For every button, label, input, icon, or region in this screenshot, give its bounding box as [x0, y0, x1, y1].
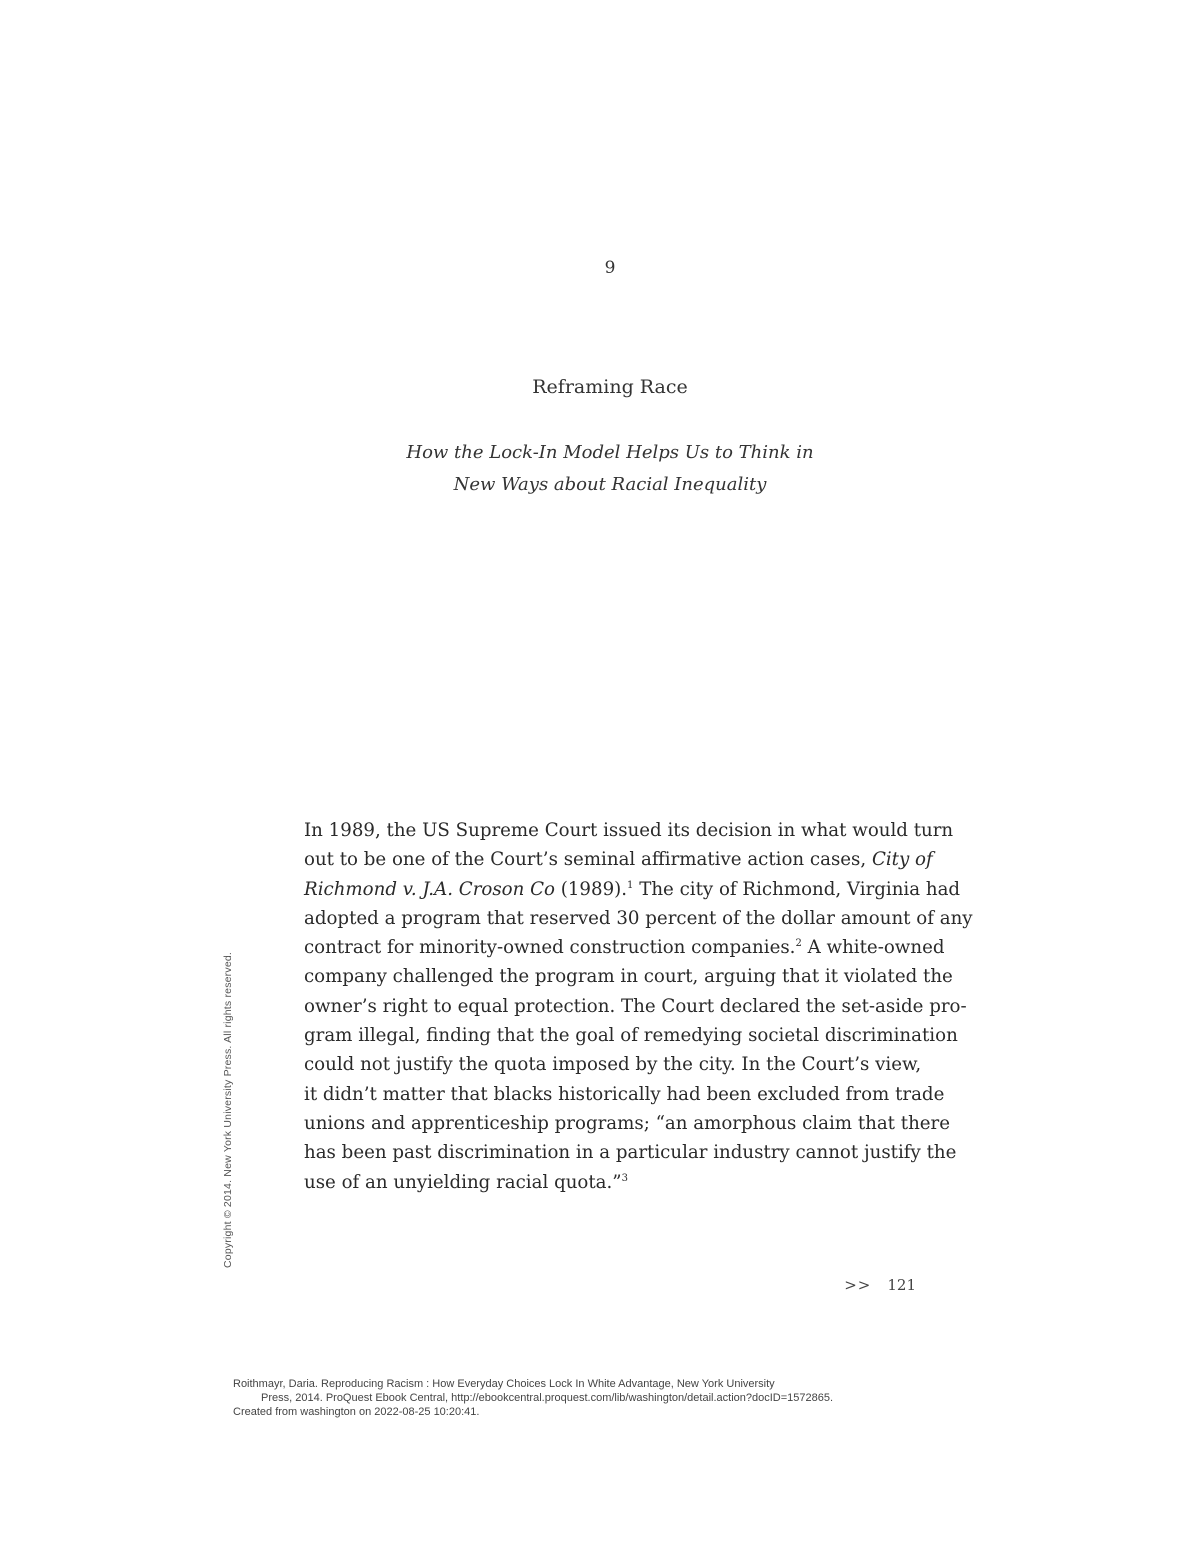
- case-name-italic: Richmond v. J.A. Croson Co: [304, 878, 555, 900]
- chapter-title: Reframing Race: [532, 376, 688, 398]
- chapter-number: 9: [604, 258, 616, 278]
- footnote-marker: 2: [795, 938, 802, 950]
- paragraph-line: [304, 933, 945, 962]
- chapter-subtitle-line: How the Lock-In Model Helps Us to Think in: [406, 442, 814, 463]
- line-text: unions and apprenticeship programs; “an amorphous claim that there: [304, 1112, 951, 1134]
- line-text: out to be one of the Court’s seminal affirmative action cases,: [304, 849, 872, 871]
- line-text: A white-owned: [801, 937, 945, 959]
- paragraph-line: [304, 1021, 958, 1050]
- footnote-marker: 1: [627, 879, 634, 891]
- paragraph-line: [304, 1168, 916, 1197]
- copyright-notice: Copyright © 2014. New York University Press. All rights reserved.: [222, 951, 234, 1268]
- line-text: company challenged the program in court, arguing that it violated the: [304, 966, 953, 988]
- paragraph-line: [304, 904, 973, 933]
- paragraph-line: [304, 816, 954, 845]
- case-name-italic: City of: [871, 849, 933, 871]
- paragraph-line: [304, 962, 953, 991]
- page-arrow: >>: [844, 1276, 872, 1294]
- line-text: could not justify the quota imposed by the city. In the Court’s view,: [304, 1054, 922, 1076]
- line-text: (1989).: [554, 878, 628, 900]
- line-text: In 1989, the US Supreme Court issued its decision in what would turn: [304, 820, 954, 841]
- body-paragraph: [304, 816, 973, 1197]
- chapter-subtitle-line: New Ways about Racial Inequality: [453, 474, 767, 495]
- citation-line: Created from washington on 2022-08-25 10:20:41.: [233, 1406, 480, 1419]
- line-text: owner’s right to equal protection. The Court declared the set-aside pro-: [304, 995, 967, 1017]
- paragraph-line: [304, 1109, 951, 1138]
- line-text: has been past discrimination in a particular industry cannot justify the: [304, 1142, 957, 1164]
- paragraph-line: [304, 1080, 945, 1109]
- line-text: use of an unyielding racial quota.”: [304, 1171, 622, 1193]
- page-number-footer: [780, 1276, 916, 1294]
- page-number: 121: [887, 1276, 916, 1294]
- citation-line: Roithmayr, Daria. Reproducing Racism : How Everyday Choices Lock In White Advantage, New York University: [233, 1378, 775, 1390]
- line-text: gram illegal, finding that the goal of remedying societal discrimination: [304, 1025, 958, 1047]
- chapter-subtitle: [0, 437, 1200, 501]
- paragraph-line: [304, 845, 933, 874]
- paragraph-line: [304, 875, 961, 904]
- paragraph-line: [304, 992, 967, 1021]
- line-text: contract for minority-owned construction companies.: [304, 937, 796, 959]
- citation-line: Press, 2014. ProQuest Ebook Central, http://ebookcentral.proquest.com/lib/washington/detail.action?docID=1572865.: [261, 1392, 834, 1405]
- paragraph-line: [304, 1138, 957, 1167]
- paragraph-line: [304, 1050, 922, 1079]
- citation-block: [233, 1377, 1133, 1420]
- footnote-marker: 3: [621, 1172, 628, 1184]
- line-text: The city of Richmond, Virginia had: [633, 878, 961, 900]
- line-text: it didn’t matter that blacks historically had been excluded from trade: [304, 1083, 945, 1105]
- line-text: adopted a program that reserved 30 percent of the dollar amount of any: [304, 907, 973, 929]
